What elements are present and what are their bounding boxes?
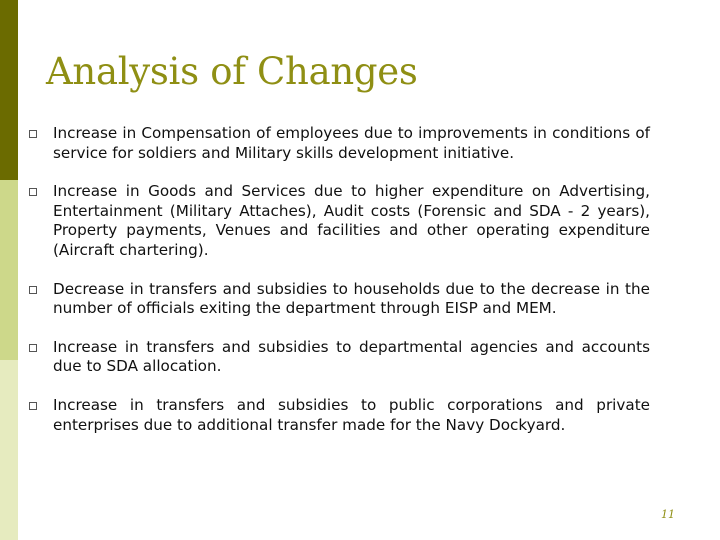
slide-title: Analysis of Changes: [46, 50, 418, 93]
side-accent-bar: [0, 0, 18, 540]
bullet-text: Increase in Compensation of employees due to improvements in conditions of service for soldiers and Military skills development initiative.: [53, 124, 650, 162]
bullet-item: [26, 338, 650, 377]
bullet-text: Increase in Goods and Services due to higher expenditure on Advertising, Entertainment (Military Attaches), Audit costs (Forensic and SDA - 2 years), Property payments, Venues and facilities and other operating expenditure (Aircraft chartering).: [53, 182, 650, 259]
side-bar-mid-segment: [0, 180, 18, 360]
bullet-item: [26, 396, 650, 435]
bullet-text: Decrease in transfers and subsidies to households due to the decrease in the number of officials exiting the department through EISP and MEM.: [53, 279, 650, 318]
bullet-text: Increase in transfers and subsidies to departmental agencies and accounts due to SDA allocation.: [53, 337, 650, 376]
side-bar-dark-segment: [0, 0, 18, 180]
bullet-list: [26, 124, 650, 435]
hollow-square-bullet-icon: [29, 402, 37, 410]
side-bar-light-segment: [0, 360, 18, 540]
hollow-square-bullet-icon: [29, 286, 37, 294]
bullet-item: [26, 280, 650, 319]
hollow-square-bullet-icon: [29, 130, 37, 138]
bullet-item: [26, 182, 650, 260]
page-number: 11: [661, 508, 675, 521]
hollow-square-bullet-icon: [29, 344, 37, 352]
hollow-square-bullet-icon: [29, 188, 37, 196]
bullet-item: [26, 124, 650, 163]
bullet-text: Increase in transfers and subsidies to public corporations and private enterprises due to additional transfer made for the Navy Dockyard.: [53, 395, 650, 434]
